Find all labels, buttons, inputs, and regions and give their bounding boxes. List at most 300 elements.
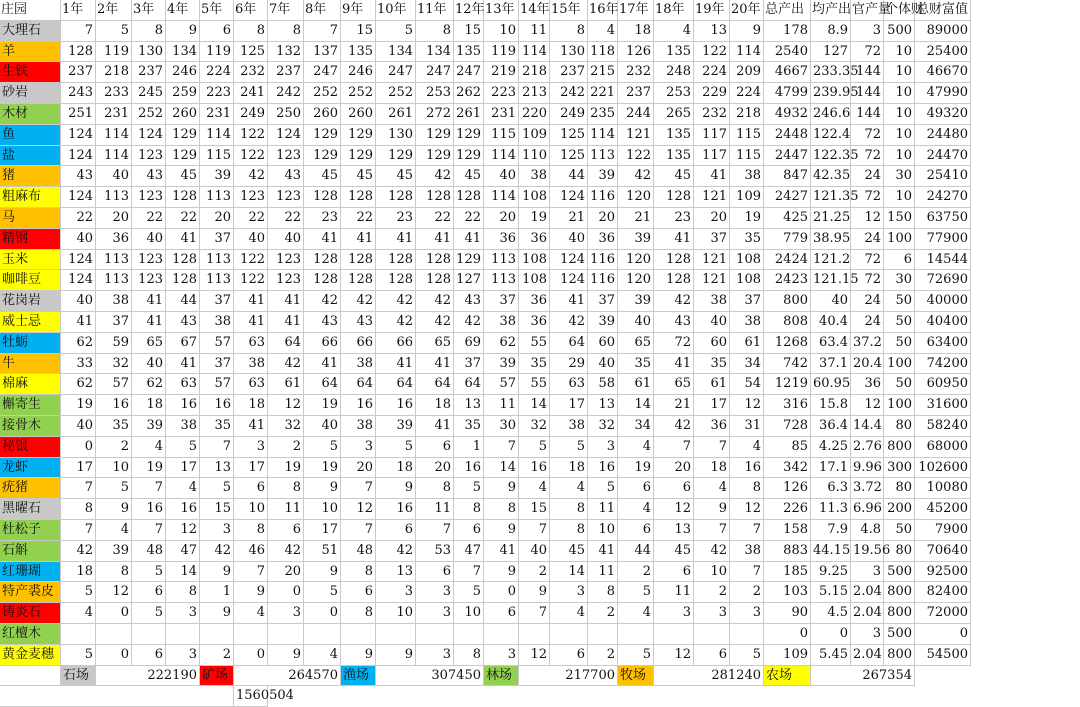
data-cell[interactable]: 5 <box>588 478 618 499</box>
data-cell[interactable]: 14544 <box>915 250 971 271</box>
data-cell[interactable]: 123 <box>268 146 304 167</box>
data-cell[interactable]: 4667 <box>764 62 811 83</box>
data-cell[interactable]: 42.35 <box>811 166 851 187</box>
row-label[interactable]: 特产裘皮 <box>0 582 61 603</box>
data-cell[interactable]: 8 <box>166 582 200 603</box>
data-cell[interactable]: 121 <box>618 125 654 146</box>
data-cell[interactable]: 5.15 <box>811 582 851 603</box>
data-cell[interactable]: 246.6 <box>811 104 851 125</box>
data-cell[interactable]: 124 <box>268 125 304 146</box>
data-cell[interactable]: 4932 <box>764 104 811 125</box>
row-label[interactable]: 疣猪 <box>0 478 61 499</box>
data-cell[interactable]: 4 <box>234 603 268 624</box>
data-cell[interactable]: 150 <box>884 208 915 229</box>
data-cell[interactable]: 3 <box>588 437 618 458</box>
data-cell[interactable]: 11.3 <box>811 499 851 520</box>
data-cell[interactable]: 42 <box>376 541 416 562</box>
data-cell[interactable]: 0 <box>234 645 268 666</box>
data-cell[interactable]: 0 <box>96 645 132 666</box>
data-cell[interactable]: 15.8 <box>811 395 851 416</box>
data-cell[interactable]: 30 <box>884 166 915 187</box>
data-cell[interactable]: 24 <box>851 229 884 250</box>
data-cell[interactable]: 5 <box>454 582 484 603</box>
data-cell[interactable]: 5 <box>618 582 654 603</box>
data-cell[interactable]: 38 <box>694 291 730 312</box>
row-label[interactable]: 木材 <box>0 104 61 125</box>
header-cell[interactable]: 20年 <box>730 0 764 21</box>
data-cell[interactable]: 3 <box>234 437 268 458</box>
data-cell[interactable]: 237 <box>618 83 654 104</box>
data-cell[interactable]: 36 <box>519 291 550 312</box>
data-cell[interactable]: 37 <box>694 229 730 250</box>
data-cell[interactable]: 41 <box>61 312 96 333</box>
data-cell[interactable]: 134 <box>166 42 200 63</box>
data-cell[interactable]: 231 <box>200 104 234 125</box>
data-cell[interactable]: 50 <box>884 333 915 354</box>
data-cell[interactable]: 231 <box>484 104 519 125</box>
data-cell[interactable]: 7 <box>132 520 166 541</box>
data-cell[interactable]: 77900 <box>915 229 971 250</box>
data-cell[interactable]: 121 <box>694 187 730 208</box>
data-cell[interactable]: 22 <box>454 208 484 229</box>
data-cell[interactable]: 122 <box>234 270 268 291</box>
data-cell[interactable]: 247 <box>304 62 341 83</box>
data-cell[interactable] <box>654 624 694 645</box>
data-cell[interactable]: 20 <box>588 208 618 229</box>
data-cell[interactable] <box>588 624 618 645</box>
data-cell[interactable]: 125 <box>550 125 588 146</box>
data-cell[interactable]: 129 <box>376 146 416 167</box>
data-cell[interactable]: 9 <box>519 582 550 603</box>
data-cell[interactable]: 130 <box>376 125 416 146</box>
data-cell[interactable]: 7 <box>61 478 96 499</box>
data-cell[interactable]: 42 <box>694 541 730 562</box>
data-cell[interactable]: 43 <box>132 166 166 187</box>
data-cell[interactable]: 114 <box>96 146 132 167</box>
data-cell[interactable]: 17.1 <box>811 458 851 479</box>
data-cell[interactable]: 43 <box>654 312 694 333</box>
data-cell[interactable]: 18 <box>234 395 268 416</box>
data-cell[interactable]: 39 <box>96 541 132 562</box>
header-cell[interactable]: 17年 <box>618 0 654 21</box>
data-cell[interactable]: 12 <box>730 499 764 520</box>
data-cell[interactable]: 7 <box>694 437 730 458</box>
data-cell[interactable]: 128 <box>376 187 416 208</box>
row-label[interactable]: 红檀木 <box>0 624 61 645</box>
header-cell[interactable]: 1年 <box>61 0 96 21</box>
header-cell[interactable]: 官产量 <box>851 0 884 21</box>
data-cell[interactable]: 252 <box>376 83 416 104</box>
data-cell[interactable]: 37 <box>454 354 484 375</box>
data-cell[interactable]: 8 <box>268 478 304 499</box>
data-cell[interactable]: 0 <box>915 624 971 645</box>
data-cell[interactable]: 42 <box>200 541 234 562</box>
data-cell[interactable] <box>694 624 730 645</box>
data-cell[interactable]: 11 <box>588 562 618 583</box>
data-cell[interactable]: 242 <box>550 83 588 104</box>
data-cell[interactable]: 41 <box>304 229 341 250</box>
data-cell[interactable]: 5.45 <box>811 645 851 666</box>
data-cell[interactable]: 7 <box>519 520 550 541</box>
data-cell[interactable]: 3 <box>694 603 730 624</box>
data-cell[interactable]: 8 <box>61 499 96 520</box>
data-cell[interactable]: 41 <box>654 229 694 250</box>
data-cell[interactable]: 128 <box>454 187 484 208</box>
data-cell[interactable]: 42 <box>454 312 484 333</box>
data-cell[interactable]: 5 <box>96 21 132 42</box>
data-cell[interactable]: 9 <box>484 520 519 541</box>
data-cell[interactable]: 42 <box>618 166 654 187</box>
data-cell[interactable]: 38.95 <box>811 229 851 250</box>
data-cell[interactable]: 45200 <box>915 499 971 520</box>
data-cell[interactable]: 8 <box>132 21 166 42</box>
data-cell[interactable]: 59 <box>96 333 132 354</box>
data-cell[interactable]: 122.35 <box>811 146 851 167</box>
data-cell[interactable]: 29 <box>550 354 588 375</box>
data-cell[interactable]: 129 <box>166 146 200 167</box>
data-cell[interactable]: 7 <box>454 562 484 583</box>
data-cell[interactable]: 8 <box>588 582 618 603</box>
data-cell[interactable]: 6 <box>416 437 454 458</box>
data-cell[interactable]: 4 <box>618 499 654 520</box>
data-cell[interactable]: 300 <box>884 458 915 479</box>
data-cell[interactable]: 42 <box>376 312 416 333</box>
data-cell[interactable]: 63.4 <box>811 333 851 354</box>
data-cell[interactable]: 2.04 <box>851 645 884 666</box>
data-cell[interactable]: 8 <box>341 603 376 624</box>
data-cell[interactable]: 21 <box>550 208 588 229</box>
data-cell[interactable]: 43 <box>61 166 96 187</box>
data-cell[interactable]: 209 <box>730 62 764 83</box>
data-cell[interactable]: 22 <box>166 208 200 229</box>
data-cell[interactable]: 128 <box>166 270 200 291</box>
data-cell[interactable]: 19 <box>730 208 764 229</box>
data-cell[interactable]: 40000 <box>915 291 971 312</box>
data-cell[interactable]: 224 <box>200 62 234 83</box>
data-cell[interactable]: 12 <box>851 208 884 229</box>
data-cell[interactable]: 41 <box>550 291 588 312</box>
data-cell[interactable]: 41 <box>234 416 268 437</box>
data-cell[interactable]: 0 <box>96 603 132 624</box>
data-cell[interactable]: 0 <box>811 624 851 645</box>
data-cell[interactable]: 16 <box>132 499 166 520</box>
data-cell[interactable]: 11 <box>519 21 550 42</box>
data-cell[interactable]: 37 <box>200 291 234 312</box>
data-cell[interactable]: 122 <box>694 42 730 63</box>
data-cell[interactable]: 2.04 <box>851 603 884 624</box>
data-cell[interactable]: 9 <box>730 21 764 42</box>
data-cell[interactable]: 6 <box>341 582 376 603</box>
data-cell[interactable]: 342 <box>764 458 811 479</box>
data-cell[interactable]: 23 <box>654 208 694 229</box>
data-cell[interactable]: 41 <box>268 291 304 312</box>
data-cell[interactable]: 36 <box>484 229 519 250</box>
data-cell[interactable]: 4 <box>132 437 166 458</box>
data-cell[interactable]: 113 <box>484 270 519 291</box>
data-cell[interactable]: 41 <box>416 416 454 437</box>
data-cell[interactable] <box>730 624 764 645</box>
data-cell[interactable]: 37 <box>730 291 764 312</box>
footer-filler[interactable] <box>0 686 234 707</box>
data-cell[interactable]: 47990 <box>915 83 971 104</box>
data-cell[interactable]: 58 <box>588 374 618 395</box>
data-cell[interactable]: 123 <box>268 187 304 208</box>
data-cell[interactable]: 118 <box>588 42 618 63</box>
data-cell[interactable]: 252 <box>341 83 376 104</box>
data-cell[interactable]: 20 <box>200 208 234 229</box>
data-cell[interactable]: 38 <box>341 416 376 437</box>
data-cell[interactable]: 3.72 <box>851 478 884 499</box>
data-cell[interactable]: 9 <box>304 562 341 583</box>
data-cell[interactable]: 7 <box>61 520 96 541</box>
header-cell[interactable]: 4年 <box>166 0 200 21</box>
data-cell[interactable]: 13 <box>654 520 694 541</box>
data-cell[interactable]: 123 <box>132 187 166 208</box>
data-cell[interactable]: 232 <box>694 104 730 125</box>
data-cell[interactable]: 3 <box>484 645 519 666</box>
data-cell[interactable]: 1 <box>454 437 484 458</box>
data-cell[interactable]: 800 <box>884 437 915 458</box>
data-cell[interactable]: 19 <box>61 395 96 416</box>
data-cell[interactable] <box>454 624 484 645</box>
data-cell[interactable]: 6 <box>376 520 416 541</box>
data-cell[interactable] <box>341 624 376 645</box>
data-cell[interactable]: 43 <box>341 312 376 333</box>
data-cell[interactable]: 10 <box>484 21 519 42</box>
data-cell[interactable]: 66 <box>376 333 416 354</box>
data-cell[interactable]: 32 <box>519 416 550 437</box>
data-cell[interactable]: 129 <box>341 125 376 146</box>
data-cell[interactable]: 80 <box>884 416 915 437</box>
header-cell[interactable]: 6年 <box>234 0 268 21</box>
data-cell[interactable]: 36 <box>96 229 132 250</box>
data-cell[interactable]: 22 <box>268 208 304 229</box>
data-cell[interactable]: 22 <box>416 208 454 229</box>
data-cell[interactable]: 249 <box>234 104 268 125</box>
data-cell[interactable]: 128 <box>166 187 200 208</box>
data-cell[interactable]: 51 <box>304 541 341 562</box>
data-cell[interactable]: 128 <box>376 270 416 291</box>
data-cell[interactable]: 115 <box>200 146 234 167</box>
data-cell[interactable]: 17 <box>166 458 200 479</box>
data-cell[interactable]: 20 <box>341 458 376 479</box>
data-cell[interactable]: 6 <box>654 562 694 583</box>
data-cell[interactable]: 41 <box>416 354 454 375</box>
data-cell[interactable]: 8 <box>416 478 454 499</box>
data-cell[interactable]: 40 <box>61 291 96 312</box>
data-cell[interactable]: 127 <box>811 42 851 63</box>
data-cell[interactable]: 500 <box>884 21 915 42</box>
data-cell[interactable]: 42 <box>268 541 304 562</box>
data-cell[interactable]: 261 <box>454 104 484 125</box>
data-cell[interactable]: 61 <box>618 374 654 395</box>
data-cell[interactable]: 41 <box>166 354 200 375</box>
data-cell[interactable]: 129 <box>304 146 341 167</box>
row-label[interactable]: 猪 <box>0 166 61 187</box>
data-cell[interactable]: 25400 <box>915 42 971 63</box>
data-cell[interactable]: 11 <box>416 499 454 520</box>
data-cell[interactable]: 7 <box>132 478 166 499</box>
data-cell[interactable]: 200 <box>884 499 915 520</box>
data-cell[interactable] <box>618 624 654 645</box>
data-cell[interactable]: 8 <box>550 520 588 541</box>
data-cell[interactable]: 47 <box>166 541 200 562</box>
data-cell[interactable]: 5 <box>376 21 416 42</box>
data-cell[interactable]: 35 <box>519 354 550 375</box>
data-cell[interactable]: 800 <box>884 582 915 603</box>
data-cell[interactable]: 68000 <box>915 437 971 458</box>
data-cell[interactable]: 121 <box>694 250 730 271</box>
data-cell[interactable]: 2540 <box>764 42 811 63</box>
data-cell[interactable]: 316 <box>764 395 811 416</box>
data-cell[interactable]: 58240 <box>915 416 971 437</box>
data-cell[interactable]: 16 <box>166 395 200 416</box>
data-cell[interactable]: 262 <box>454 83 484 104</box>
data-cell[interactable]: 260 <box>166 104 200 125</box>
data-cell[interactable] <box>268 624 304 645</box>
data-cell[interactable]: 2 <box>519 562 550 583</box>
data-cell[interactable]: 66 <box>304 333 341 354</box>
data-cell[interactable]: 36 <box>519 229 550 250</box>
data-cell[interactable]: 13 <box>454 395 484 416</box>
data-cell[interactable]: 9 <box>376 478 416 499</box>
data-cell[interactable]: 65 <box>416 333 454 354</box>
data-cell[interactable]: 5 <box>730 645 764 666</box>
data-cell[interactable]: 39 <box>588 312 618 333</box>
data-cell[interactable]: 2 <box>730 582 764 603</box>
data-cell[interactable]: 47 <box>454 541 484 562</box>
data-cell[interactable]: 36.4 <box>811 416 851 437</box>
data-cell[interactable]: 219 <box>484 62 519 83</box>
data-cell[interactable]: 12 <box>268 395 304 416</box>
data-cell[interactable]: 7 <box>519 603 550 624</box>
data-cell[interactable]: 4 <box>61 603 96 624</box>
data-cell[interactable]: 45 <box>550 541 588 562</box>
data-cell[interactable]: 22 <box>132 208 166 229</box>
data-cell[interactable]: 40 <box>618 312 654 333</box>
data-cell[interactable]: 5 <box>61 645 96 666</box>
data-cell[interactable]: 2 <box>588 645 618 666</box>
data-cell[interactable]: 42 <box>234 166 268 187</box>
data-cell[interactable]: 10 <box>304 499 341 520</box>
data-cell[interactable]: 3 <box>416 603 454 624</box>
data-cell[interactable]: 41 <box>588 541 618 562</box>
data-cell[interactable]: 12 <box>730 395 764 416</box>
data-cell[interactable]: 41 <box>132 291 166 312</box>
data-cell[interactable]: 4.5 <box>811 603 851 624</box>
data-cell[interactable]: 8 <box>730 478 764 499</box>
header-cell[interactable]: 19年 <box>694 0 730 21</box>
data-cell[interactable]: 16 <box>96 395 132 416</box>
data-cell[interactable]: 12 <box>519 645 550 666</box>
data-cell[interactable]: 5 <box>454 478 484 499</box>
data-cell[interactable]: 18 <box>618 21 654 42</box>
data-cell[interactable]: 18 <box>132 395 166 416</box>
data-cell[interactable]: 55 <box>519 333 550 354</box>
data-cell[interactable]: 13 <box>376 562 416 583</box>
data-cell[interactable]: 38 <box>730 312 764 333</box>
data-cell[interactable]: 129 <box>341 146 376 167</box>
data-cell[interactable]: 38 <box>96 291 132 312</box>
data-cell[interactable]: 31600 <box>915 395 971 416</box>
data-cell[interactable]: 5 <box>519 437 550 458</box>
data-cell[interactable]: 7 <box>304 21 341 42</box>
data-cell[interactable] <box>96 624 132 645</box>
data-cell[interactable]: 129 <box>416 146 454 167</box>
data-cell[interactable]: 8 <box>550 21 588 42</box>
data-cell[interactable]: 260 <box>341 104 376 125</box>
data-cell[interactable]: 22 <box>234 208 268 229</box>
data-cell[interactable]: 72 <box>851 125 884 146</box>
data-cell[interactable]: 21 <box>654 395 694 416</box>
data-cell[interactable]: 16 <box>730 458 764 479</box>
data-cell[interactable]: 74200 <box>915 354 971 375</box>
data-cell[interactable]: 17 <box>694 395 730 416</box>
data-cell[interactable]: 223 <box>484 83 519 104</box>
data-cell[interactable]: 144 <box>851 62 884 83</box>
data-cell[interactable]: 113 <box>96 270 132 291</box>
data-cell[interactable]: 4 <box>519 478 550 499</box>
data-cell[interactable]: 4.8 <box>851 520 884 541</box>
data-cell[interactable]: 42 <box>416 291 454 312</box>
data-cell[interactable]: 38 <box>550 416 588 437</box>
data-cell[interactable]: 124 <box>61 125 96 146</box>
data-cell[interactable]: 128 <box>341 270 376 291</box>
row-label[interactable]: 黄金麦穗 <box>0 645 61 666</box>
data-cell[interactable]: 233.35 <box>811 62 851 83</box>
data-cell[interactable]: 24 <box>851 291 884 312</box>
header-cell[interactable]: 11年 <box>416 0 454 21</box>
data-cell[interactable]: 8 <box>454 499 484 520</box>
data-cell[interactable]: 116 <box>588 250 618 271</box>
data-cell[interactable]: 5 <box>132 562 166 583</box>
data-cell[interactable]: 55 <box>519 374 550 395</box>
data-cell[interactable]: 10080 <box>915 478 971 499</box>
data-cell[interactable]: 6 <box>694 645 730 666</box>
data-cell[interactable]: 3 <box>550 582 588 603</box>
data-cell[interactable]: 123 <box>132 270 166 291</box>
data-cell[interactable]: 779 <box>764 229 811 250</box>
data-cell[interactable]: 35 <box>454 416 484 437</box>
data-cell[interactable]: 65 <box>618 333 654 354</box>
data-cell[interactable]: 60.95 <box>811 374 851 395</box>
data-cell[interactable]: 36 <box>694 416 730 437</box>
data-cell[interactable]: 235 <box>588 104 618 125</box>
data-cell[interactable]: 16 <box>376 395 416 416</box>
data-cell[interactable]: 19 <box>304 395 341 416</box>
header-cell[interactable]: 总产出 <box>764 0 811 21</box>
data-cell[interactable]: 40 <box>234 229 268 250</box>
data-cell[interactable]: 127 <box>454 270 484 291</box>
data-cell[interactable]: 2 <box>618 562 654 583</box>
data-cell[interactable]: 14.4 <box>851 416 884 437</box>
data-cell[interactable]: 4 <box>550 603 588 624</box>
data-cell[interactable]: 125 <box>550 146 588 167</box>
data-cell[interactable]: 8 <box>234 21 268 42</box>
row-label[interactable]: 羊 <box>0 42 61 63</box>
data-cell[interactable]: 7 <box>654 437 694 458</box>
data-cell[interactable]: 800 <box>884 645 915 666</box>
data-cell[interactable]: 129 <box>454 125 484 146</box>
data-cell[interactable]: 128 <box>304 250 341 271</box>
data-cell[interactable]: 119 <box>484 42 519 63</box>
row-label[interactable]: 槲寄生 <box>0 395 61 416</box>
data-cell[interactable]: 43 <box>268 166 304 187</box>
data-cell[interactable]: 10 <box>884 187 915 208</box>
data-cell[interactable]: 35 <box>618 354 654 375</box>
data-cell[interactable]: 128 <box>654 187 694 208</box>
data-cell[interactable] <box>376 624 416 645</box>
